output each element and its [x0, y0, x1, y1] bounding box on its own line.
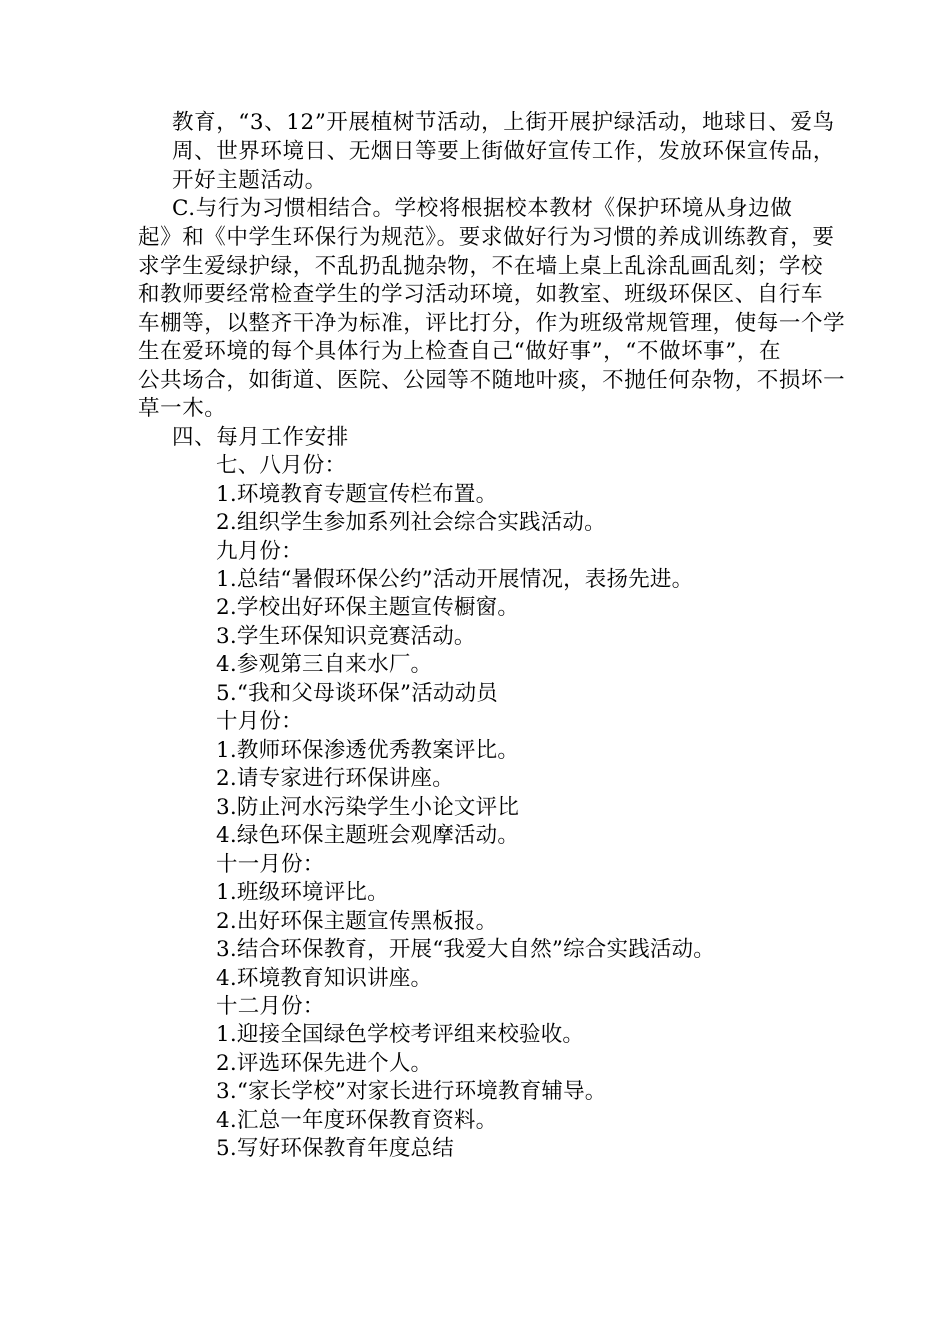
schedule-item: 1.教师环保渗透优秀教案评比。 — [216, 738, 520, 763]
section-c-line: 起》和《中学生环保行为规范》。要求做好行为习惯的养成训练教育，要 — [138, 225, 835, 250]
month-heading: 十二月份： — [216, 994, 325, 1019]
schedule-item: 3.防止河水污染学生小论文评比 — [216, 795, 520, 820]
schedule-item: 2.组织学生参加系列社会综合实践活动。 — [216, 510, 606, 535]
schedule-item: 4.汇总一年度环保教育资料。 — [216, 1108, 498, 1133]
intro-line: 开好主题活动。 — [172, 168, 327, 193]
schedule-item: 3.学生环保知识竞赛活动。 — [216, 624, 476, 649]
schedule-item: 2.评选环保先进个人。 — [216, 1051, 433, 1076]
month-heading: 十月份： — [216, 709, 303, 734]
section-c-line: 草一木。 — [138, 396, 227, 421]
schedule-item: 1.班级环境评比。 — [216, 880, 389, 905]
schedule-item: 3.结合环保教育，开展“我爱大自然”综合实践活动。 — [216, 937, 715, 962]
intro-line: 周、世界环境日、无烟日等要上街做好宣传工作，发放环保宣传品， — [172, 139, 836, 164]
schedule-item: 2.出好环保主题宣传黑板报。 — [216, 909, 498, 934]
schedule-item: 5.写好环保教育年度总结 — [216, 1136, 454, 1161]
schedule-item: 1.总结“暑假环保公约”活动开展情况，表扬先进。 — [216, 567, 694, 592]
section-c-line: 生在爱环境的每个具体行为上检查自己“做好事”，“不做坏事”，在 — [138, 339, 782, 364]
section-c-line: C.与行为习惯相结合。学校将根据校本教材《保护环境从身边做 — [172, 196, 793, 221]
schedule-item: 3.“家长学校”对家长进行环境教育辅导。 — [216, 1079, 607, 1104]
schedule-item: 5.“我和父母谈环保”活动动员 — [216, 681, 498, 706]
schedule-item: 4.环境教育知识讲座。 — [216, 966, 433, 991]
section-c-line: 求学生爱绿护绿，不乱扔乱抛杂物，不在墙上桌上乱涂乱画乱刻；学校 — [138, 254, 824, 279]
section-c-line: 和教师要经常检查学生的学习活动环境，如教室、班级环保区、自行车 — [138, 282, 824, 307]
month-heading: 七、八月份： — [216, 453, 347, 478]
section-heading: 四、每月工作安排 — [172, 425, 349, 450]
schedule-item: 2.学校出好环保主题宣传橱窗。 — [216, 595, 520, 620]
schedule-item: 2.请专家进行环保讲座。 — [216, 766, 454, 791]
schedule-item: 1.环境教育专题宣传栏布置。 — [216, 482, 498, 507]
schedule-item: 1.迎接全国绿色学校考评组来校验收。 — [216, 1022, 585, 1047]
month-heading: 九月份： — [216, 539, 303, 564]
section-c-line: 公共场合，如街道、医院、公园等不随地叶痰，不抛任何杂物，不损坏一 — [138, 368, 846, 393]
section-c-line: 车棚等，以整齐干净为标准，评比打分，作为班级常规管理，使每一个学 — [138, 311, 846, 336]
schedule-item: 4.参观第三自来水厂。 — [216, 652, 433, 677]
month-heading: 十一月份： — [216, 852, 325, 877]
intro-line: 教育，“3、12”开展植树节活动，上街开展护绿活动，地球日、爱鸟 — [172, 110, 835, 135]
schedule-item: 4.绿色环保主题班会观摩活动。 — [216, 823, 520, 848]
